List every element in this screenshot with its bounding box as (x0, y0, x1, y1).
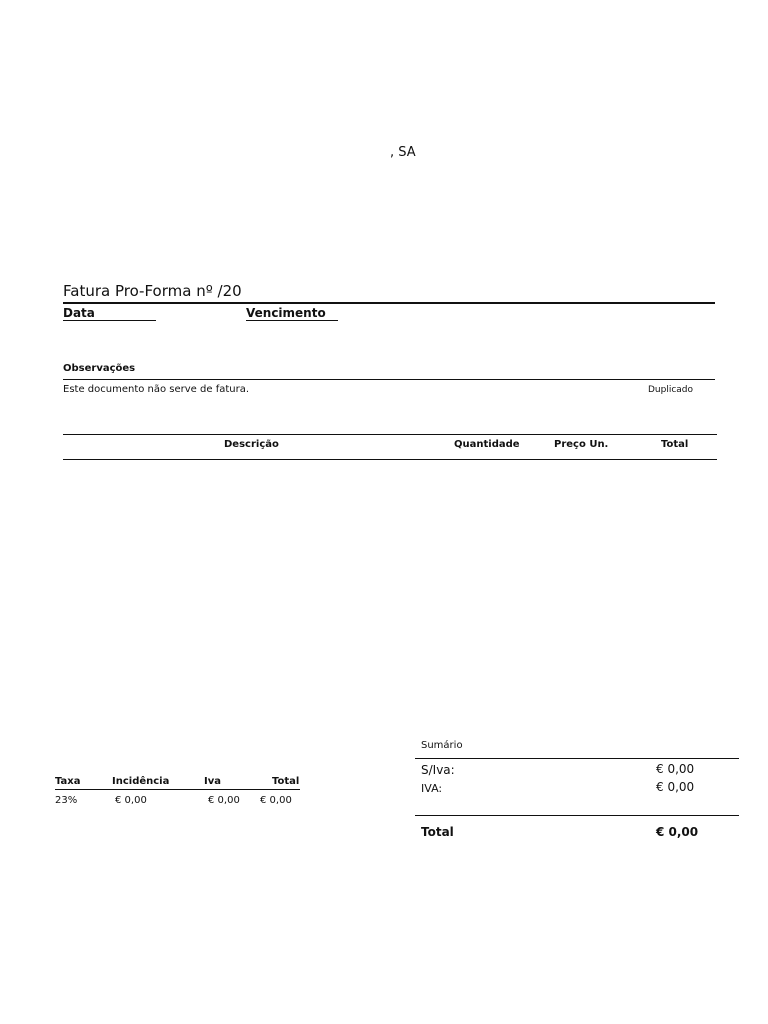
tax-rate-cell: 23% (55, 795, 78, 806)
date-underline (63, 320, 156, 321)
title-divider (63, 302, 715, 304)
column-header-total: Total (661, 439, 689, 450)
summary-net-value: € 0,00 (656, 762, 695, 776)
copy-label: Duplicado (648, 385, 694, 395)
tax-vat-cell: € 0,00 (208, 795, 240, 806)
tax-header-total: Total (272, 776, 300, 787)
due-date-label: Vencimento (246, 306, 326, 320)
observations-heading: Observações (63, 363, 136, 374)
summary-heading: Sumário (421, 740, 463, 751)
items-header-bottom-border (63, 459, 717, 460)
summary-total-value: € 0,00 (656, 825, 699, 839)
invoice-title: Fatura Pro-Forma nº /20 (63, 282, 242, 300)
tax-header-divider (55, 789, 300, 790)
tax-base-cell: € 0,00 (115, 795, 147, 806)
summary-vat-label: IVA: (421, 782, 443, 795)
tax-header-rate: Taxa (55, 776, 81, 787)
items-header-top-border (63, 434, 717, 435)
tax-header-base: Incidência (112, 776, 170, 787)
summary-top-divider (415, 758, 739, 759)
tax-total-cell: € 0,00 (260, 795, 292, 806)
summary-net-label: S/Iva: (421, 763, 455, 777)
date-label: Data (63, 306, 95, 320)
summary-total-label: Total (421, 825, 454, 839)
summary-total-divider (415, 815, 739, 816)
observations-divider (63, 379, 715, 380)
tax-header-vat: Iva (204, 776, 221, 787)
summary-vat-value: € 0,00 (656, 780, 695, 794)
column-header-quantity: Quantidade (454, 439, 520, 450)
due-date-underline (246, 320, 338, 321)
company-name: , SA (390, 145, 416, 160)
observations-note: Este documento não serve de fatura. (63, 384, 250, 395)
column-header-unit-price: Preço Un. (554, 439, 609, 450)
column-header-description: Descrição (224, 439, 279, 450)
